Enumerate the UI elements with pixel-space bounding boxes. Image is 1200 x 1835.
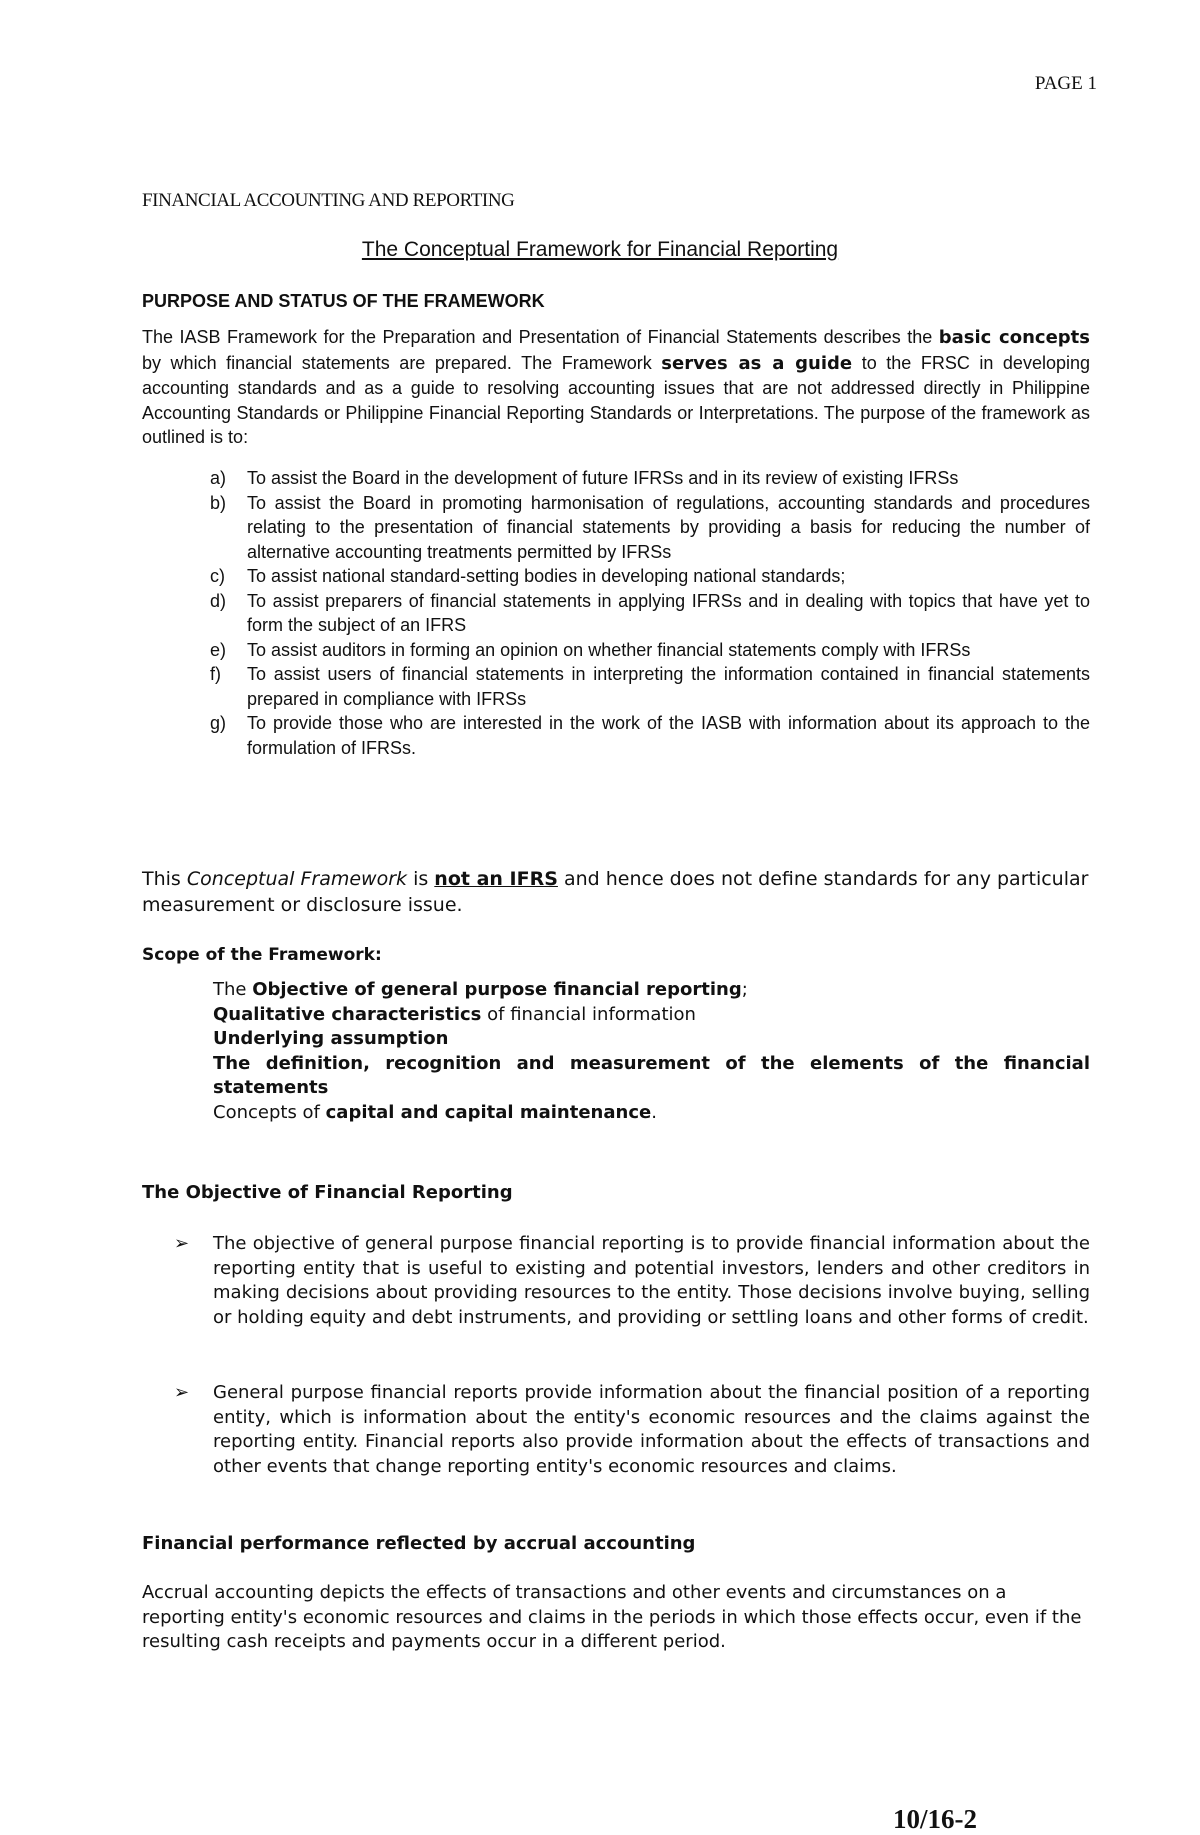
scope-list — [213, 978, 1090, 1125]
scope-item — [213, 978, 1090, 1003]
scope-item — [213, 1052, 1090, 1101]
accrual-heading: Financial performance reflected by accrual accounting — [142, 1533, 696, 1554]
scope-bold: Underlying assumption — [213, 1028, 449, 1049]
scope-bold: The definition, recognition and measurement of the elements of the financial statements — [213, 1052, 1090, 1098]
objective-heading: The Objective of Financial Reporting — [142, 1182, 513, 1203]
list-marker: c) — [210, 566, 225, 586]
scope-text: The — [213, 979, 253, 1000]
arrow-bullet-icon: ➢ — [174, 1233, 190, 1254]
list-marker: b) — [210, 492, 227, 513]
scope-bold: Qualitative characteristics — [213, 1003, 482, 1025]
list-item — [142, 638, 1090, 663]
list-item — [142, 589, 1090, 638]
document-title: The Conceptual Framework for Financial Reporting — [361, 238, 839, 261]
scope-text: Concepts of — [213, 1101, 326, 1123]
scope-item — [213, 1027, 1090, 1052]
scope-text: of financial information — [481, 1003, 696, 1025]
accrual-paragraph: Accrual accounting depicts the effects of transactions and other events and circumstances on a reporting entity's economic resources and claims in the periods in which those effects occur, even if the resulting cash receipts and payments occur in a different period. — [142, 1582, 1082, 1652]
purpose-text-1: The IASB Framework for the Preparation and Presentation of Financial Statements describes the — [142, 327, 939, 347]
scope-heading: Scope of the Framework: — [142, 945, 382, 965]
objective-bullet — [142, 1232, 1090, 1330]
scope-item — [213, 1003, 1090, 1028]
footer-code: 10/16-2 — [893, 1804, 977, 1834]
purpose-heading: PURPOSE AND STATUS OF THE FRAMEWORK — [142, 291, 545, 311]
framework-note — [142, 866, 1090, 918]
list-item — [142, 491, 1090, 565]
purpose-text-3: to the FRSC in developing accounting standards and as a guide to resolving accounting issues that are not addressed directly in Philippine Accounting Standards or Philippine Financial Reporting Standards or Interpretations. The purpose of the framework as outlined is to: — [142, 352, 1090, 447]
scope-text: ; — [741, 979, 748, 1000]
note-italic: Conceptual Framework — [186, 868, 408, 890]
scope-bold: capital and capital maintenance — [325, 1101, 652, 1123]
objective-bullet — [142, 1381, 1090, 1479]
purpose-paragraph — [142, 325, 1090, 450]
list-marker: d) — [210, 590, 227, 611]
scope-bold: Objective of general purpose financial reporting — [252, 979, 742, 1000]
list-item-text: To assist the Board in the development of future IFRSs and in its review of existing IFRSs — [247, 468, 959, 488]
list-marker: f) — [210, 664, 221, 684]
arrow-bullet-icon: ➢ — [174, 1382, 190, 1403]
list-marker: g) — [210, 713, 227, 733]
list-marker: e) — [210, 639, 227, 660]
note-text-2: is — [407, 868, 435, 890]
purpose-text-2: by which financial statements are prepared. The Framework — [142, 352, 662, 373]
scope-text: . — [651, 1101, 657, 1123]
serves-as-guide-emphasis: serves as a guide — [661, 352, 853, 374]
course-title: FINANCIAL ACCOUNTING AND REPORTING — [142, 190, 515, 211]
note-text-1: This — [142, 868, 187, 890]
list-item — [142, 662, 1090, 711]
not-an-ifrs-emphasis: not an IFRS — [434, 868, 558, 890]
list-item — [142, 466, 1090, 491]
bullet-text: General purpose financial reports provide information about the financial position of a reporting entity, which is information about the entity's economic resources and the claims against the reporting entity. Financial reports also provide information about the effects of transactions and other events that change reporting entity's economic resources and claims. — [213, 1382, 1090, 1477]
bullet-text: The objective of general purpose financial reporting is to provide financial information about the reporting entity that is useful to existing and potential investors, lenders and other creditors in making decisions about providing resources to the entity. Those decisions involve buying, selling or holding equity and debt instruments, and providing or settling loans and other forms of credit. — [213, 1233, 1090, 1328]
list-item — [142, 711, 1090, 760]
list-item-text: To assist auditors in forming an opinion on whether financial statements comply with IFRSs — [247, 639, 971, 660]
note-text-3: and hence does not define standards for any particular measurement or disclosure issue. — [142, 868, 1089, 916]
list-marker: a) — [210, 468, 227, 488]
page-number: PAGE 1 — [1034, 73, 1097, 94]
list-item-text: To assist the Board in promoting harmonisation of regulations, accounting standards and procedures relating to the presentation of financial statements by providing a basis for reducing the number of alternative accounting treatments permitted by IFRSs — [247, 492, 1090, 562]
basic-concepts-emphasis: basic concepts — [938, 327, 1090, 348]
list-item — [142, 564, 1090, 589]
list-item-text: To assist preparers of financial statements in applying IFRSs and in dealing with topics that have yet to form the subject of an IFRS — [247, 590, 1090, 635]
scope-item — [213, 1101, 1090, 1126]
purpose-list — [142, 466, 1090, 760]
list-item-text: To provide those who are interested in the work of the IASB with information about its approach to the formulation of IFRSs. — [247, 713, 1090, 758]
list-item-text: To assist national standard-setting bodies in developing national standards; — [247, 566, 846, 586]
list-item-text: To assist users of financial statements in interpreting the information contained in financial statements prepared in compliance with IFRSs — [247, 664, 1090, 709]
